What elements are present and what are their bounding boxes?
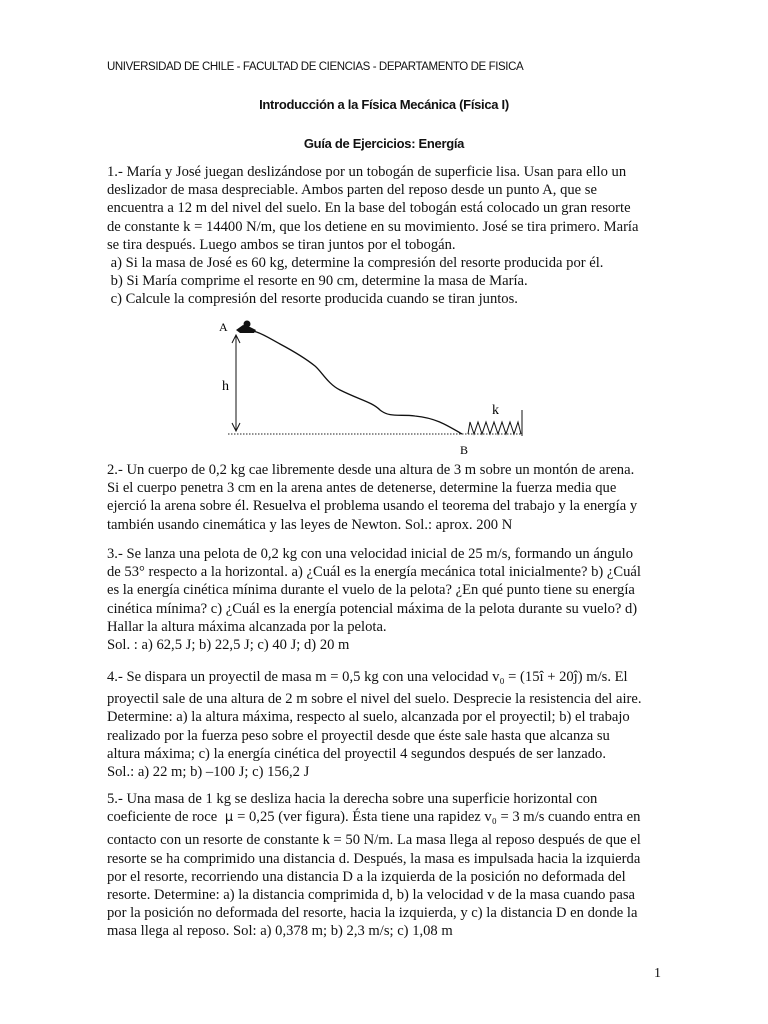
velocity-formula: v₀ = (15î + 20ĵ)	[492, 669, 583, 685]
text-segment: m/s. El	[582, 669, 628, 685]
text-line: a) Si la masa de José es 60 kg, determine la compresión del resorte producida por él.	[107, 255, 604, 272]
slider-person-icon	[236, 321, 256, 334]
page-number: 1	[654, 966, 661, 981]
problem-1	[107, 163, 665, 309]
label-b: B	[460, 443, 469, 457]
text-line: proyectil sale de una altura de 2 m sobre el nivel del suelo. Desprecie la resistencia del aire.	[107, 691, 642, 708]
text-line	[107, 668, 665, 686]
slide-curve	[240, 330, 462, 434]
text-line: b) Si María comprime el resorte en 90 cm, determine la masa de María.	[107, 273, 528, 290]
text-line: de 53° respecto a la horizontal. a) ¿Cuál es la energía mecánica total inicialmente? b) ¿Cuál	[107, 564, 641, 581]
text-line: 3.- Se lanza una pelota de 0,2 kg con una velocidad inicial de 25 m/s, formando un ángulo	[107, 546, 634, 562]
text-line: c) Calcule la compresión del resorte producida cuando se tiran juntos.	[107, 291, 518, 308]
text-segment: = 0,25 (ver figura). Ésta tiene una rapidez v₀ = 3 m/s cuando entra en	[237, 809, 641, 826]
text-line: cinética mínima? c) ¿Cuál es la energía potencial máxima de la pelota durante su vuelo? d)	[107, 600, 638, 617]
slide-spring-figure	[210, 316, 540, 461]
text-line: realizado por la fuerza peso sobre el proyectil desde que éste sale hasta que alcanza su	[107, 727, 610, 744]
guide-title: Guía de Ejercicios: Energía	[303, 136, 465, 151]
text-line: Determine: a) la altura máxima, respecto al suelo, alcanzada por el proyectil; b) el trabajo	[107, 709, 630, 726]
label-a: A	[219, 320, 228, 334]
text-line: por el resorte, recorriendo una distancia D a la izquierda de la posición no deformada del	[107, 868, 626, 885]
text-line: Hallar la altura máxima alcanzada por la pelota.	[107, 618, 387, 635]
text-line: 1.- María y José juegan deslizándose por un tobogán de superficie lisa. Usan para ello un	[107, 164, 627, 180]
text-line: Sol.: a) 22 m; b) –100 J; c) 156,2 J	[107, 764, 310, 781]
text-line: Sol. : a) 62,5 J; b) 22,5 J; c) 40 J; d) 20 m	[107, 637, 350, 654]
problem-3	[107, 545, 665, 654]
problem-5	[107, 790, 665, 941]
text-line: por la posición no deformada del resorte, hacia la izquierda, y c) la distancia D en donde la	[107, 905, 638, 922]
label-h: h	[222, 379, 229, 394]
text-line	[107, 808, 665, 827]
text-line: Si el cuerpo penetra 3 cm en la arena antes de detenerse, determine la fuerza media que	[107, 480, 617, 497]
problem-2	[107, 461, 665, 534]
text-line: resorte. Determine: a) la distancia comprimida d, b) la velocidad v de la masa cuando pasa	[107, 887, 636, 904]
text-line: 5.- Una masa de 1 kg se desliza hacia la derecha sobre una superficie horizontal con	[107, 791, 598, 807]
university-header: UNIVERSIDAD DE CHILE - FACULTAD DE CIENCIAS - DEPARTAMENTO DE FISICA	[107, 61, 524, 73]
text-line: de constante k = 14400 N/m, que los detiene en su movimiento. José se tira primero. María	[107, 218, 639, 235]
problem-4	[107, 668, 665, 781]
text-line: contacto con un resorte de constante k = 50 N/m. La masa llega al reposo después de que el	[107, 832, 641, 849]
text-line: encuentra a 12 m del nivel del suelo. En la base del tobogán está colocado un gran resorte	[107, 200, 631, 217]
label-k: k	[492, 403, 499, 418]
text-line: también usando cinemática y las leyes de Newton. Sol.: aprox. 200 N	[107, 516, 513, 533]
text-segment: 4.- Se dispara un proyectil de masa m = 0,5 kg con una velocidad	[107, 669, 493, 685]
text-line: 2.- Un cuerpo de 0,2 kg cae libremente desde una altura de 3 m sobre un montón de arena.	[107, 462, 635, 478]
text-segment: coeficiente de roce	[107, 809, 221, 826]
text-line: se tira después. Luego ambos se tiran juntos por el tobogán.	[107, 236, 456, 253]
text-line: es la energía cinética mínima durante el vuelo de la pelota? ¿En qué punto tiene su energía	[107, 582, 635, 599]
spring	[468, 422, 521, 434]
course-title: Introducción a la Física Mecánica (Física I)	[259, 97, 509, 112]
text-line: altura máxima; c) la energía cinética del proyectil 4 segundos después de ser lanzado.	[107, 745, 606, 762]
text-line: resorte se ha comprimido una distancia d. Después, la masa es impulsada hacia la izquierda	[107, 850, 641, 867]
height-arrow	[232, 335, 240, 431]
text-line: ejerció la arena sobre él. Resuelva el problema usando el teorema del trabajo y la energía y	[107, 498, 638, 515]
text-line: masa llega al reposo. Sol: a) 0,378 m; b) 2,3 m/s; c) 1,08 m	[107, 923, 453, 940]
mu-symbol: μ	[224, 810, 234, 826]
text-line: deslizador de masa despreciable. Ambos parten del reposo desde un punto A, que se	[107, 182, 597, 199]
